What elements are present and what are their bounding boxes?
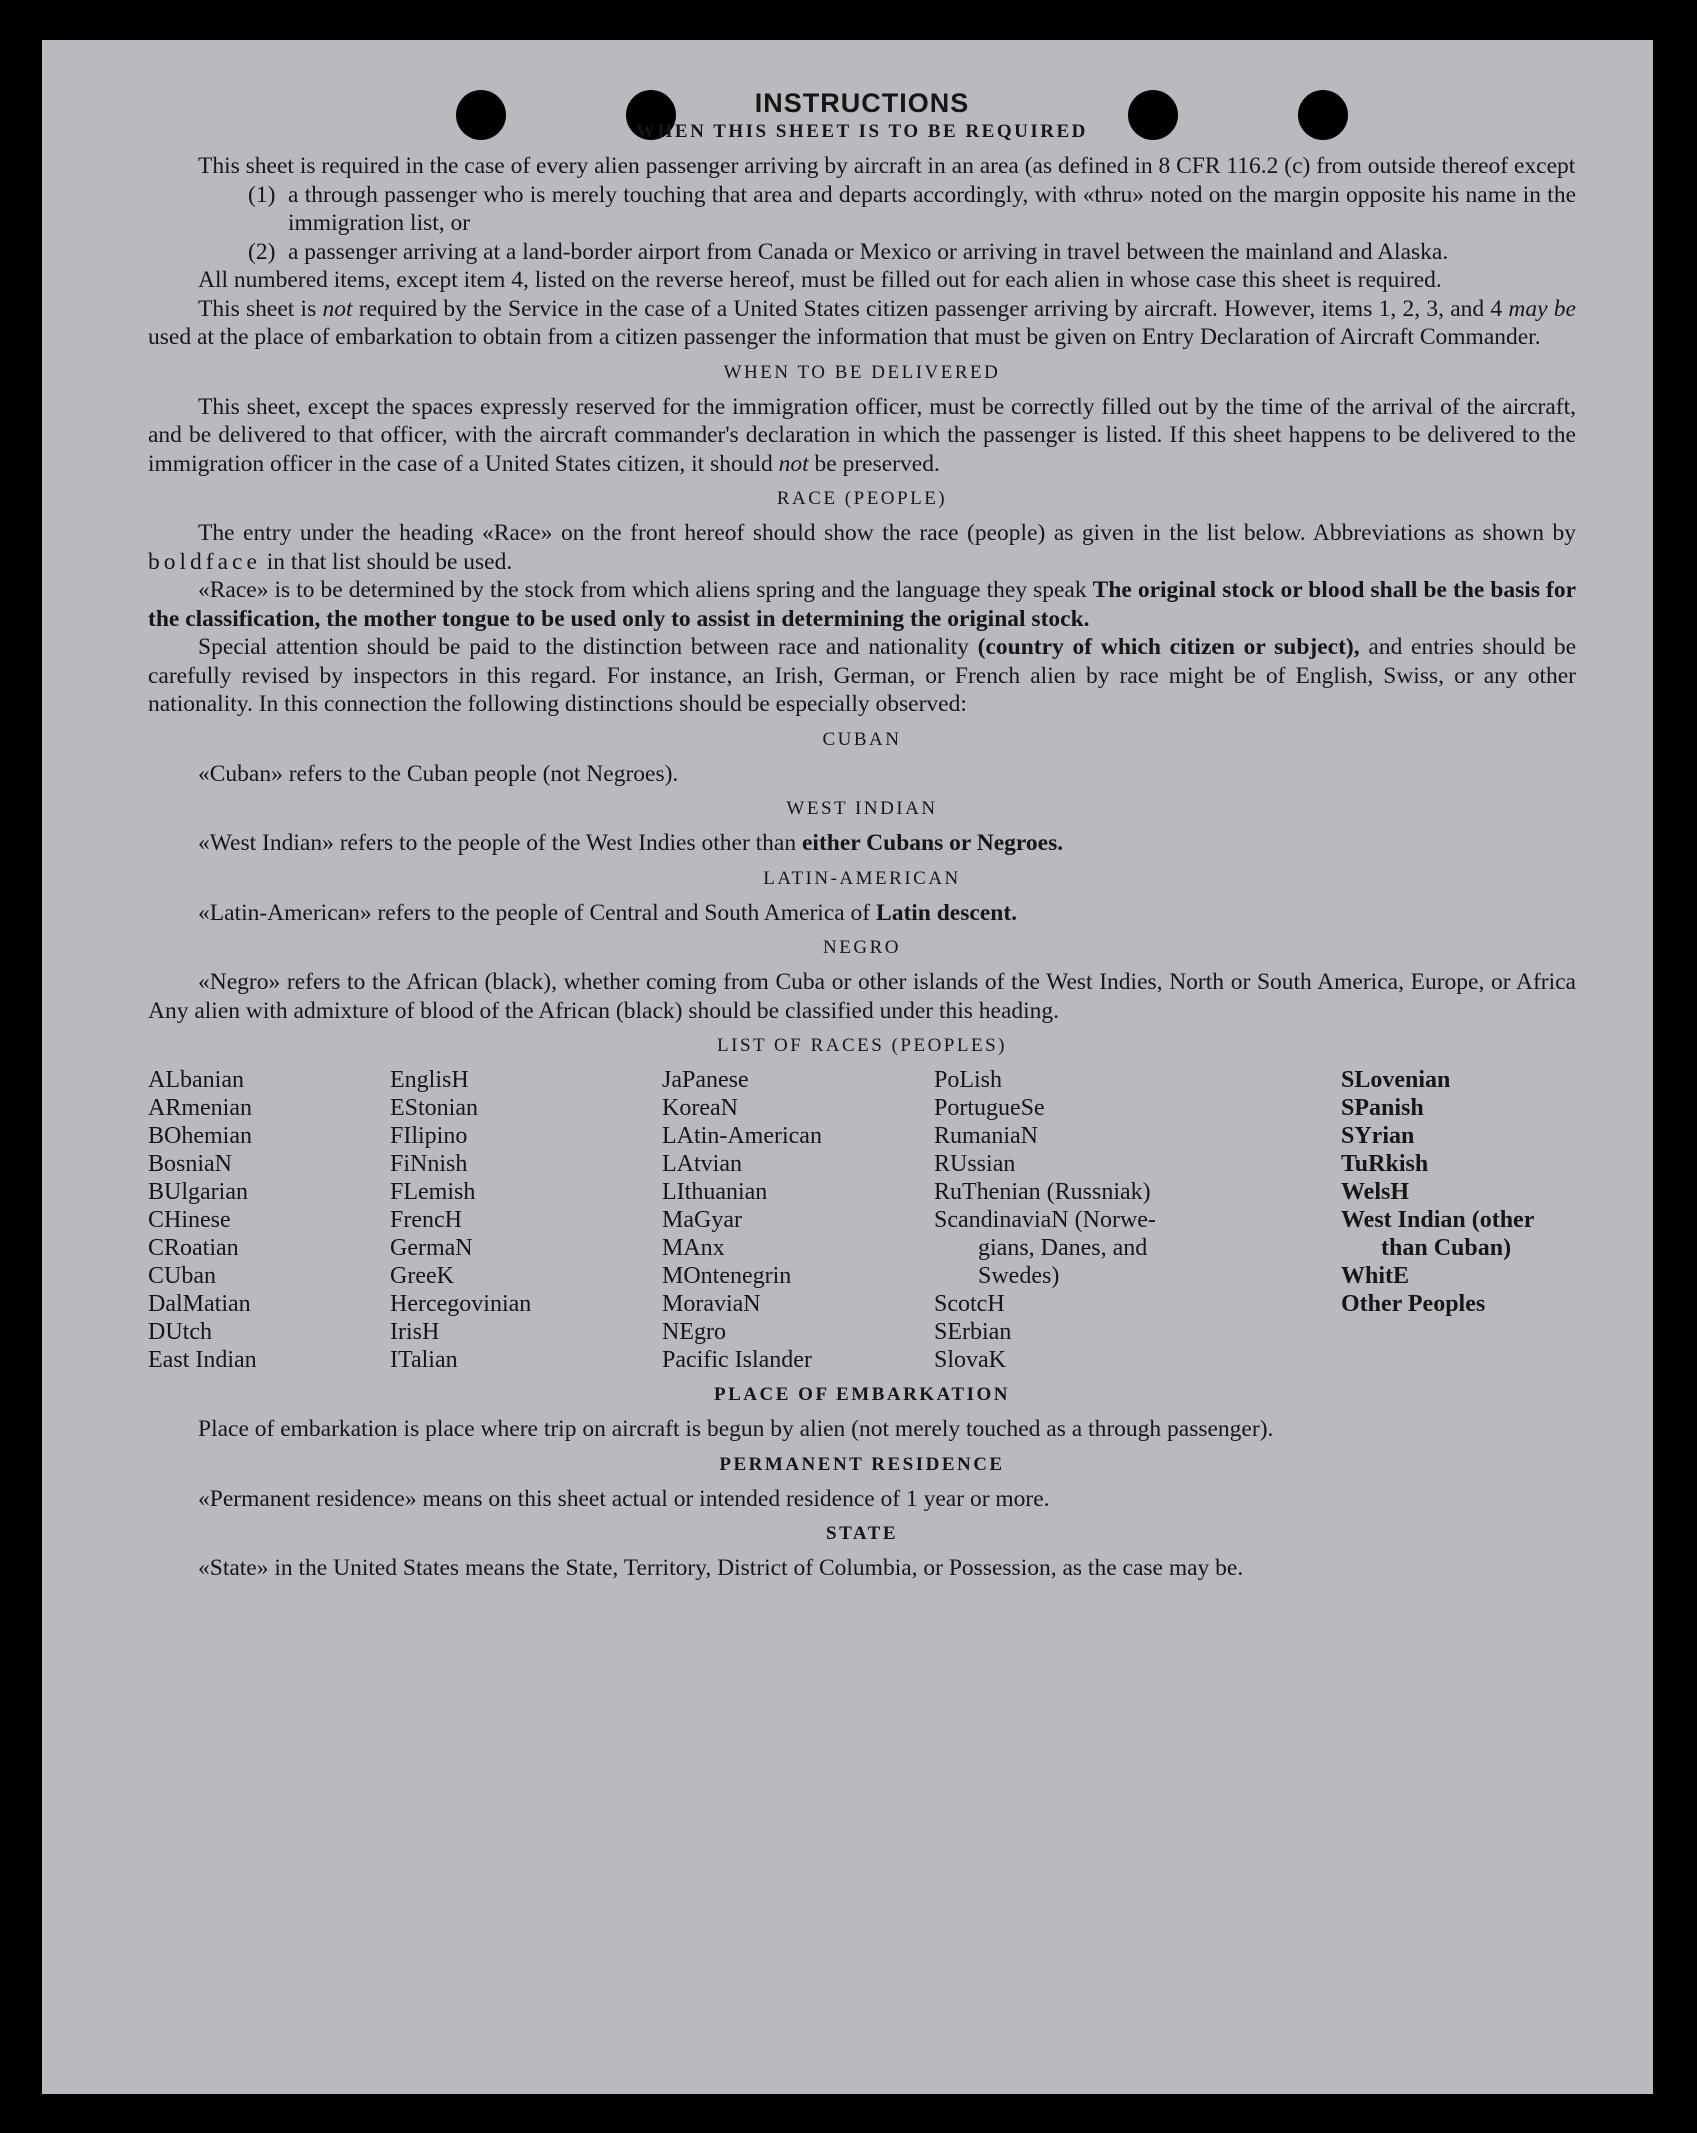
heading-embarkation: PLACE OF EMBARKATION xyxy=(714,1384,1010,1405)
race-item: Pacific Islander xyxy=(662,1347,812,1373)
race-item: WhitE xyxy=(1341,1263,1410,1289)
race-item: ARmenian xyxy=(148,1095,252,1121)
race-item: FLemish xyxy=(390,1179,476,1205)
race-item: GreeK xyxy=(390,1263,454,1289)
heading-latin-american: LATIN-AMERICAN xyxy=(763,867,961,889)
race-item: MOntenegrin xyxy=(662,1263,792,1289)
race-item: PoLish xyxy=(934,1067,1003,1093)
race-item: MAnx xyxy=(662,1235,725,1261)
race-item: BUlgarian xyxy=(148,1179,248,1205)
race-item: RuThenian (Russniak) xyxy=(934,1179,1151,1205)
heading-when-required: WHEN THIS SHEET IS TO BE REQUIRED xyxy=(636,121,1088,142)
race-item: Swedes) xyxy=(978,1263,1060,1289)
race-item: TuRkish xyxy=(1341,1151,1429,1177)
latin-american-text: «Latin-American» refers to the people of Central and South America of Latin descent. xyxy=(198,899,1018,926)
race-item: ScandinaviaN (Norwe- xyxy=(934,1207,1156,1233)
races-column-1 xyxy=(148,1066,390,1374)
race-item: RUssian xyxy=(934,1151,1016,1177)
race-item: SPanish xyxy=(1341,1095,1424,1121)
race-item: ITalian xyxy=(390,1347,458,1373)
west-indian-text: «West Indian» refers to the people of the West Indies other than either Cubans or Negroes. xyxy=(198,830,1064,856)
race-item: LAtin-American xyxy=(662,1123,822,1149)
race-item: gians, Danes, and xyxy=(978,1235,1148,1261)
race-item: GermaN xyxy=(390,1235,473,1261)
negro-text: «Negro» refers to the African (black), whether coming from Cuba or other islands of the West Indies, North or South America, Europe, or Africa Any alien with admixture of blood of the African (black) should be classified under this heading. xyxy=(148,969,1576,1024)
race-item: ScotcH xyxy=(934,1291,1005,1317)
race-item: FrencH xyxy=(390,1207,462,1233)
embarkation-text: Place of embarkation is place where trip on aircraft is begun by alien (not merely touched as a through passenger). xyxy=(198,1416,1274,1442)
race-item: WelsH xyxy=(1341,1179,1410,1205)
exception-1: (1) a through passenger who is merely touching that area and departs accordingly, with «thru» noted on the margin opposite his name in the immigration list, or xyxy=(248,181,1576,236)
race-item: MaGyar xyxy=(662,1207,742,1233)
page-title: INSTRUCTIONS xyxy=(754,88,970,118)
race-item: EnglisH xyxy=(390,1067,469,1093)
residence-text: «Permanent residence» means on this sheet actual or intended residence of 1 year or more. xyxy=(198,1485,1050,1512)
race-item: Hercegovinian xyxy=(390,1291,532,1317)
race-item: ALbanian xyxy=(148,1067,244,1093)
heading-negro: NEGRO xyxy=(823,937,901,958)
race-item: East Indian xyxy=(148,1347,257,1373)
heading-cuban: CUBAN xyxy=(822,728,902,750)
required-para-3: This sheet is not required by the Service in the case of a United States citizen passenger arriving by aircraft. However, items 1, 2, 3, and 4 may be used at the place of embarkation to obtain from a citizen passenger the information that must be given on Entry Declaration of Aircraft Commander. xyxy=(148,295,1576,350)
race-item: EStonian xyxy=(390,1095,478,1121)
races-column-5 xyxy=(1341,1066,1576,1374)
race-item: West Indian (other xyxy=(1341,1207,1535,1233)
race-item: CRoatian xyxy=(148,1235,239,1261)
instructions-content xyxy=(148,86,1576,1583)
race-item: CUban xyxy=(148,1263,216,1289)
race-item: FIlipino xyxy=(390,1123,468,1149)
race-para-2: «Race» is to be determined by the stock from which aliens spring and the language they speak The original stock or blood shall be the basis for the classification, the mother tongue to be used only to assist in determining the original stock. xyxy=(148,577,1577,632)
race-item: SYrian xyxy=(1341,1123,1415,1149)
race-item: LAtvian xyxy=(662,1151,742,1177)
race-item: CHinese xyxy=(148,1207,231,1233)
race-item: FiNnish xyxy=(390,1151,468,1177)
race-item: PortugueSe xyxy=(934,1095,1045,1121)
heading-state: STATE xyxy=(826,1523,898,1544)
race-item: SlovaK xyxy=(934,1347,1006,1373)
race-item: MoraviaN xyxy=(662,1291,761,1317)
race-item: SLovenian xyxy=(1341,1067,1451,1093)
heading-when-delivered: WHEN TO BE DELIVERED xyxy=(723,361,1001,383)
races-column-3 xyxy=(662,1066,934,1374)
race-item: Other Peoples xyxy=(1341,1291,1486,1317)
exception-2: (2) a passenger arriving at a land-border airport from Canada or Mexico or arriving in travel between the mainland and Alaska. xyxy=(248,238,1449,265)
race-item: JaPanese xyxy=(662,1067,749,1093)
required-para-2: All numbered items, except item 4, listed on the reverse hereof, must be filled out for each alien in whose case this sheet is required. xyxy=(198,267,1442,293)
heading-west-indian: WEST INDIAN xyxy=(786,798,938,819)
heading-race: RACE (PEOPLE) xyxy=(776,488,948,509)
race-para-3: Special attention should be paid to the distinction between race and nationality (country of which citizen or subject), and entries should be carefully revised by inspectors in this regard. For instance, an Irish, German, or French alien by race might be of English, Swiss, or any other nationality. In this connection the following distinctions should be especially observed: xyxy=(148,634,1577,717)
race-item: SErbian xyxy=(934,1319,1012,1345)
race-item: LIthuanian xyxy=(662,1179,768,1205)
delivered-text: This sheet, except the spaces expressly reserved for the immigration officer, must be correctly filled out by the time of the arrival of the aircraft, and be delivered to that officer, with the aircraft commander's declaration in which the passenger is listed. If this sheet happens to be delivered to the immigration officer in the case of a United States citizen, it should not be preserved. xyxy=(148,393,1576,477)
race-item: BosniaN xyxy=(148,1151,232,1177)
race-item: DUtch xyxy=(148,1319,212,1345)
state-text: «State» in the United States means the State, Territory, District of Columbia, or Possession, as the case may be. xyxy=(198,1555,1244,1581)
required-intro: This sheet is required in the case of every alien passenger arriving by aircraft in an area (as defined in 8 CFR 116.2 (c) from outside thereof except xyxy=(198,153,1576,179)
heading-permanent-residence: PERMANENT RESIDENCE xyxy=(719,1453,1005,1475)
document-sheet xyxy=(42,40,1653,2094)
race-para-1: The entry under the heading «Race» on the front hereof should show the race (people) as given in the list below. Abbreviations as shown by boldface in that list should be used. xyxy=(148,520,1576,575)
races-list xyxy=(148,1066,1576,1374)
race-item: DalMatian xyxy=(148,1291,251,1317)
heading-list-of-races: LIST OF RACES (PEOPLES) xyxy=(717,1035,1007,1056)
race-item: RumaniaN xyxy=(934,1123,1038,1149)
race-item: KoreaN xyxy=(662,1095,738,1121)
cuban-text: «Cuban» refers to the Cuban people (not Negroes). xyxy=(198,760,679,787)
races-column-2 xyxy=(390,1066,662,1374)
race-item: IrisH xyxy=(390,1319,440,1345)
race-item: BOhemian xyxy=(148,1123,252,1149)
races-column-4 xyxy=(934,1066,1341,1374)
race-item: NEgro xyxy=(662,1319,726,1345)
race-item: than Cuban) xyxy=(1381,1235,1512,1261)
